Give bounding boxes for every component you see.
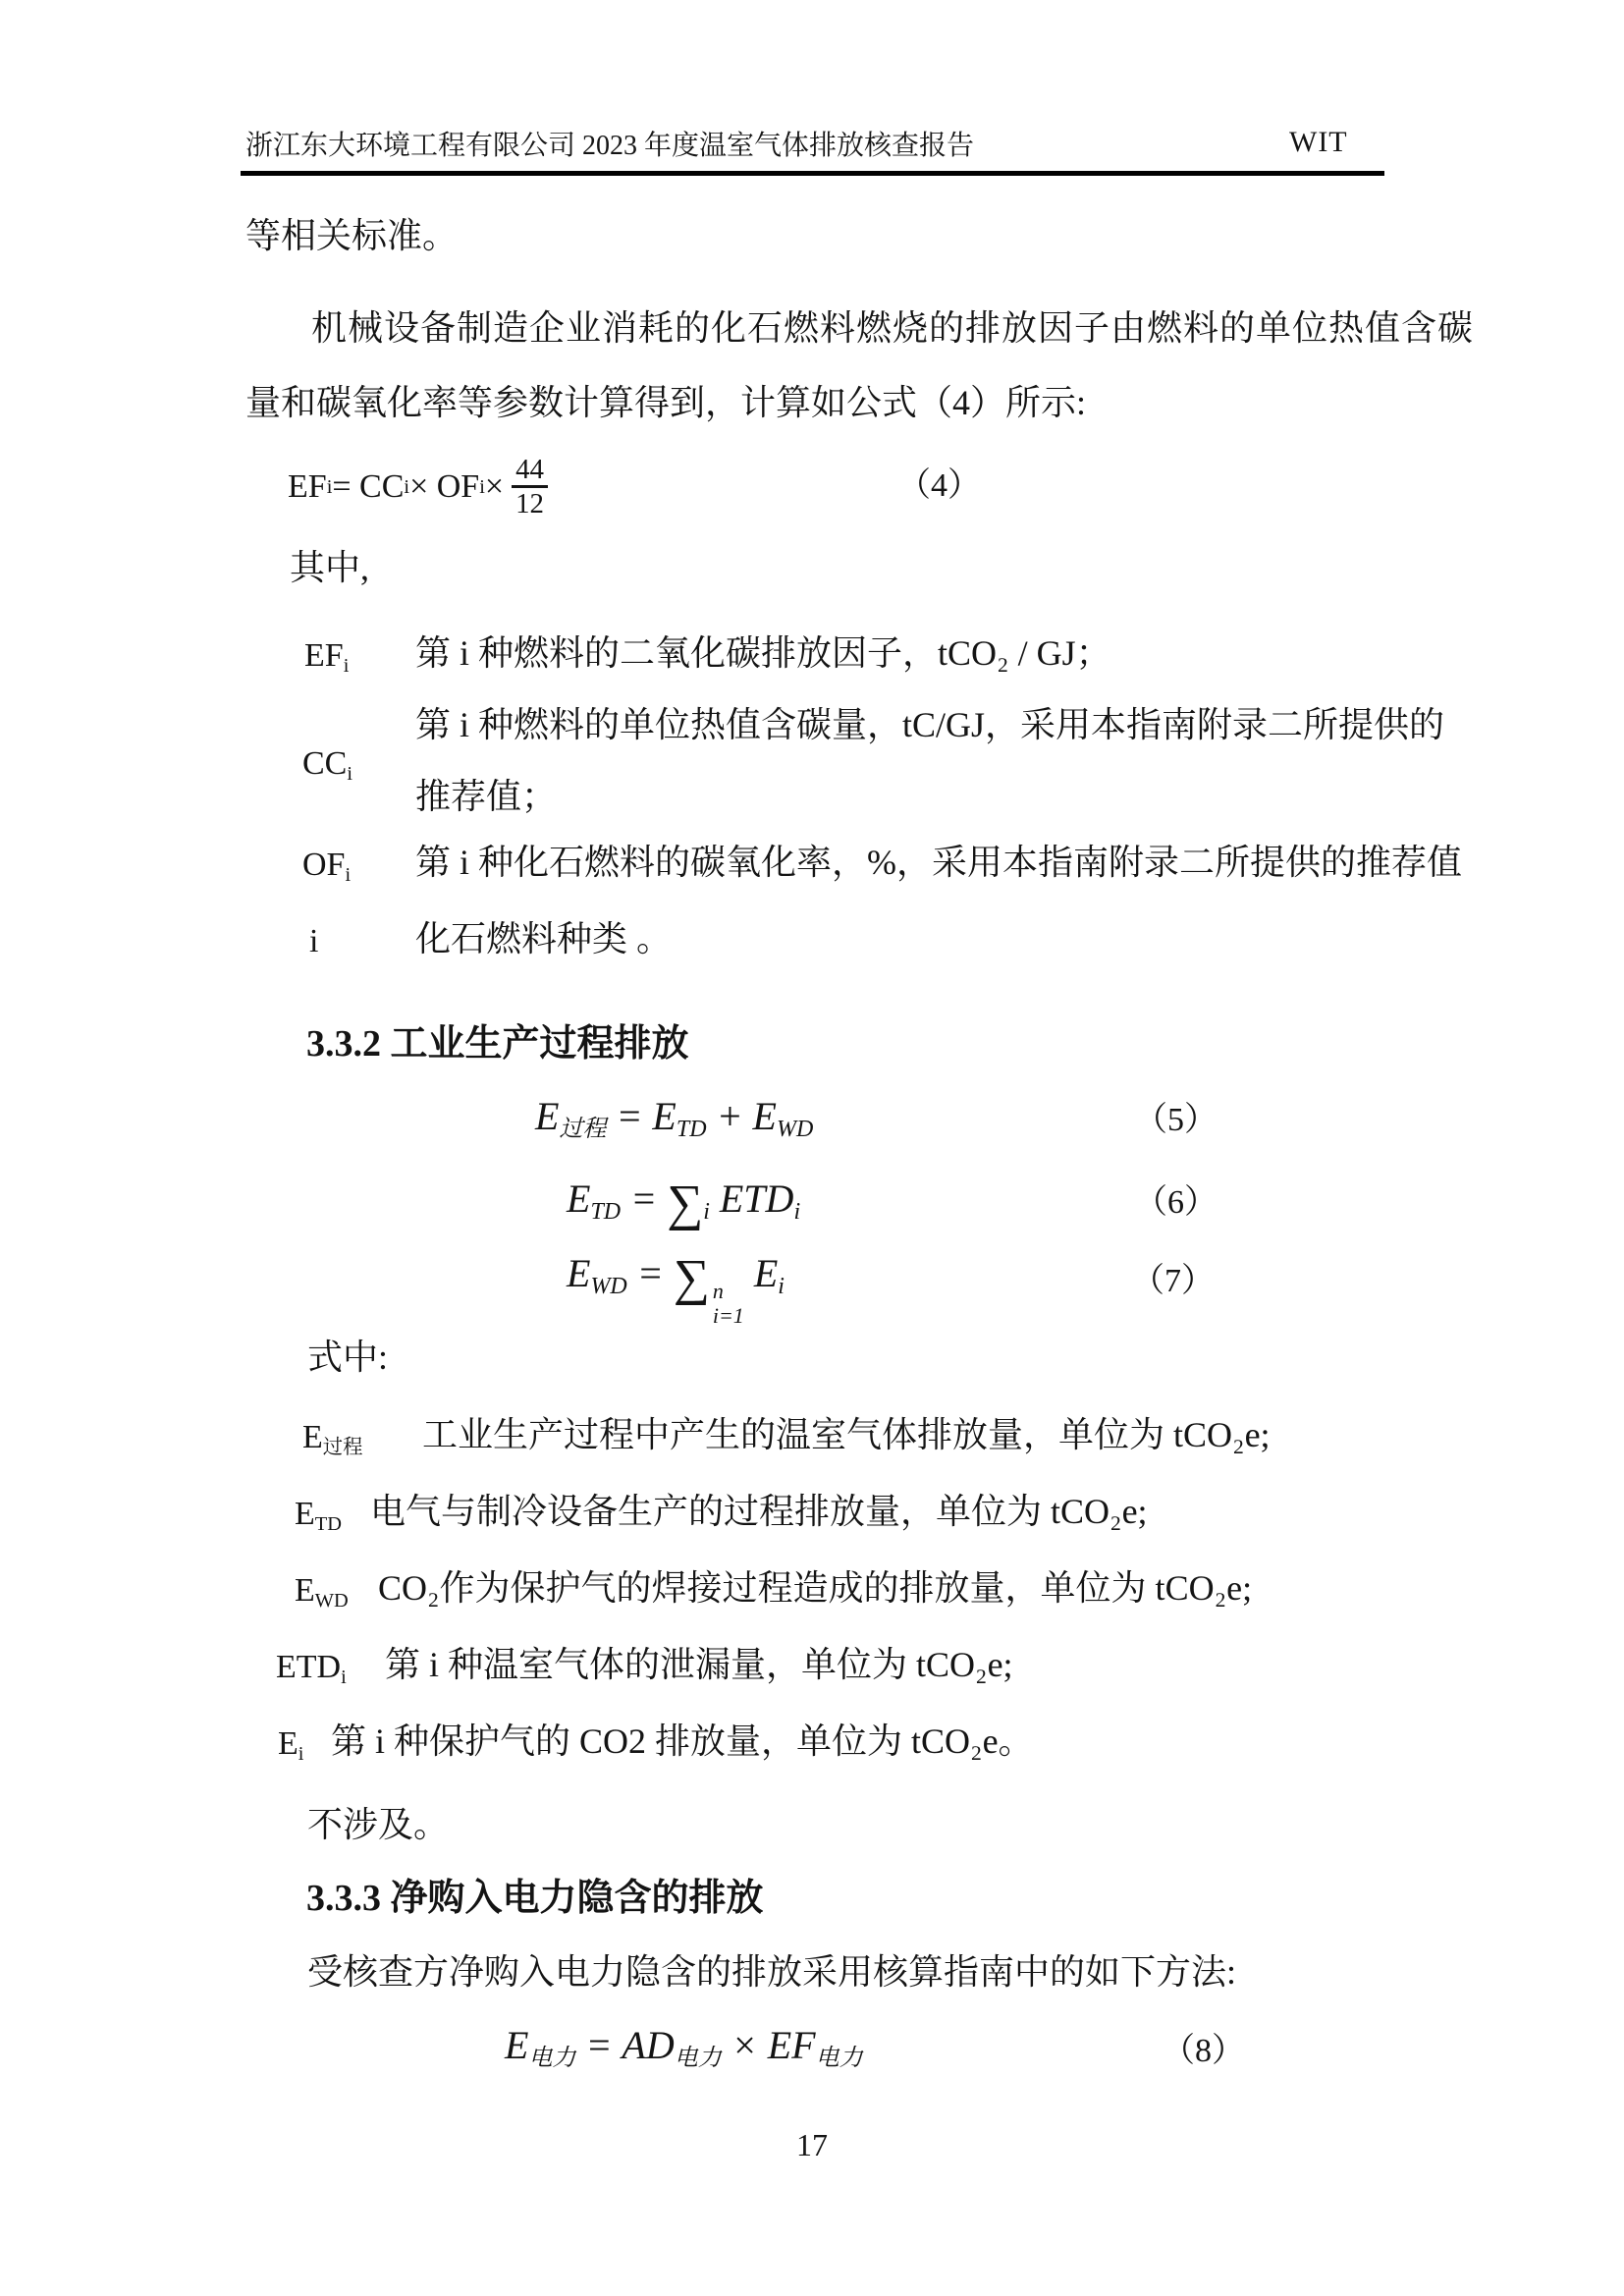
def-ei-text: 第 i 种保护气的 CO2 排放量，单位为 tCO₂e。 bbox=[331, 1722, 1034, 1761]
formula-4: EF i = CC i × OF i × $\frac{44}{12}$ bbox=[288, 454, 548, 520]
page-number: 17 bbox=[796, 2127, 828, 2162]
def-etdi-label: ETDi bbox=[276, 1649, 347, 1689]
def-of-label: OFi bbox=[302, 847, 352, 887]
paragraph-method: 受核查方净购入电力隐含的排放采用核算指南中的如下方法: bbox=[307, 1952, 1237, 1992]
formula-6: ETD = ∑i ETDi bbox=[567, 1175, 801, 1231]
section-heading-333: 3.3.3 净购入电力隐含的排放 bbox=[306, 1878, 764, 1919]
paragraph-continued: 等相关标准。 bbox=[245, 216, 459, 255]
def-ef-text: 第 i 种燃料的二氧化碳排放因子，tCO₂ / GJ； bbox=[415, 633, 1111, 673]
def-etd-label: ETD bbox=[295, 1496, 342, 1536]
def-cc-label: CCi bbox=[302, 745, 353, 786]
def-i-text: 化石燃料种类 。 bbox=[415, 919, 673, 958]
among-which-label: 其中, bbox=[290, 548, 370, 587]
equation-number-8: （8） bbox=[1162, 2033, 1245, 2069]
paragraph-fuel-factor-line2: 量和碳氧化率等参数计算得到，计算如公式（4）所示: bbox=[245, 383, 1087, 422]
def-ewd-text: CO₂作为保护气的焊接过程造成的排放量，单位为 tCO₂e; bbox=[378, 1568, 1253, 1608]
def-etdi-text: 第 i 种温室气体的泄漏量，单位为 tCO₂e; bbox=[385, 1645, 1013, 1684]
def-eprocess-text: 工业生产过程中产生的温室气体排放量，单位为 tCO₂e; bbox=[422, 1415, 1271, 1454]
formula-7: EWD = ∑ n i=1 Ei bbox=[567, 1249, 785, 1329]
in-formula-label: 式中: bbox=[307, 1338, 389, 1377]
equation-number-6: （6） bbox=[1134, 1184, 1218, 1221]
not-involved-note: 不涉及。 bbox=[307, 1805, 450, 1844]
header-rule bbox=[241, 171, 1384, 176]
def-of-text: 第 i 种化石燃料的碳氧化率，%，采用本指南附录二所提供的推荐值 bbox=[415, 843, 1462, 882]
def-etd-text: 电气与制冷设备生产的过程排放量，单位为 tCO₂e; bbox=[370, 1492, 1148, 1531]
def-ewd-label: EWD bbox=[295, 1572, 349, 1613]
header-mark: WIT bbox=[1289, 126, 1348, 158]
section-heading-332: 3.3.2 工业生产过程排放 bbox=[306, 1023, 689, 1065]
def-cc-text-line1: 第 i 种燃料的单位热值含碳量，tC/GJ，采用本指南附录二所提供的 bbox=[415, 705, 1445, 744]
def-i-label: i bbox=[309, 923, 319, 959]
formula-8: E电力 = AD电力 × EF电力 bbox=[505, 2023, 863, 2072]
def-cc-text-line2: 推荐值； bbox=[415, 777, 558, 816]
equation-number-4: （4） bbox=[897, 467, 981, 504]
header-title: 浙江东大环境工程有限公司 2023 年度温室气体排放核查报告 bbox=[245, 131, 975, 161]
formula-5: E过程 = ETD + EWD bbox=[535, 1094, 814, 1143]
equation-number-5: （5） bbox=[1134, 1102, 1218, 1138]
equation-number-7: （7） bbox=[1131, 1263, 1215, 1299]
def-ef-label: EFi bbox=[304, 637, 350, 678]
def-eprocess-label: E过程 bbox=[302, 1419, 363, 1459]
paragraph-fuel-factor-line1: 机械设备制造企业消耗的化石燃料燃烧的排放因子由燃料的单位热值含碳 bbox=[311, 308, 1475, 348]
def-ei-label: Ei bbox=[278, 1725, 304, 1766]
